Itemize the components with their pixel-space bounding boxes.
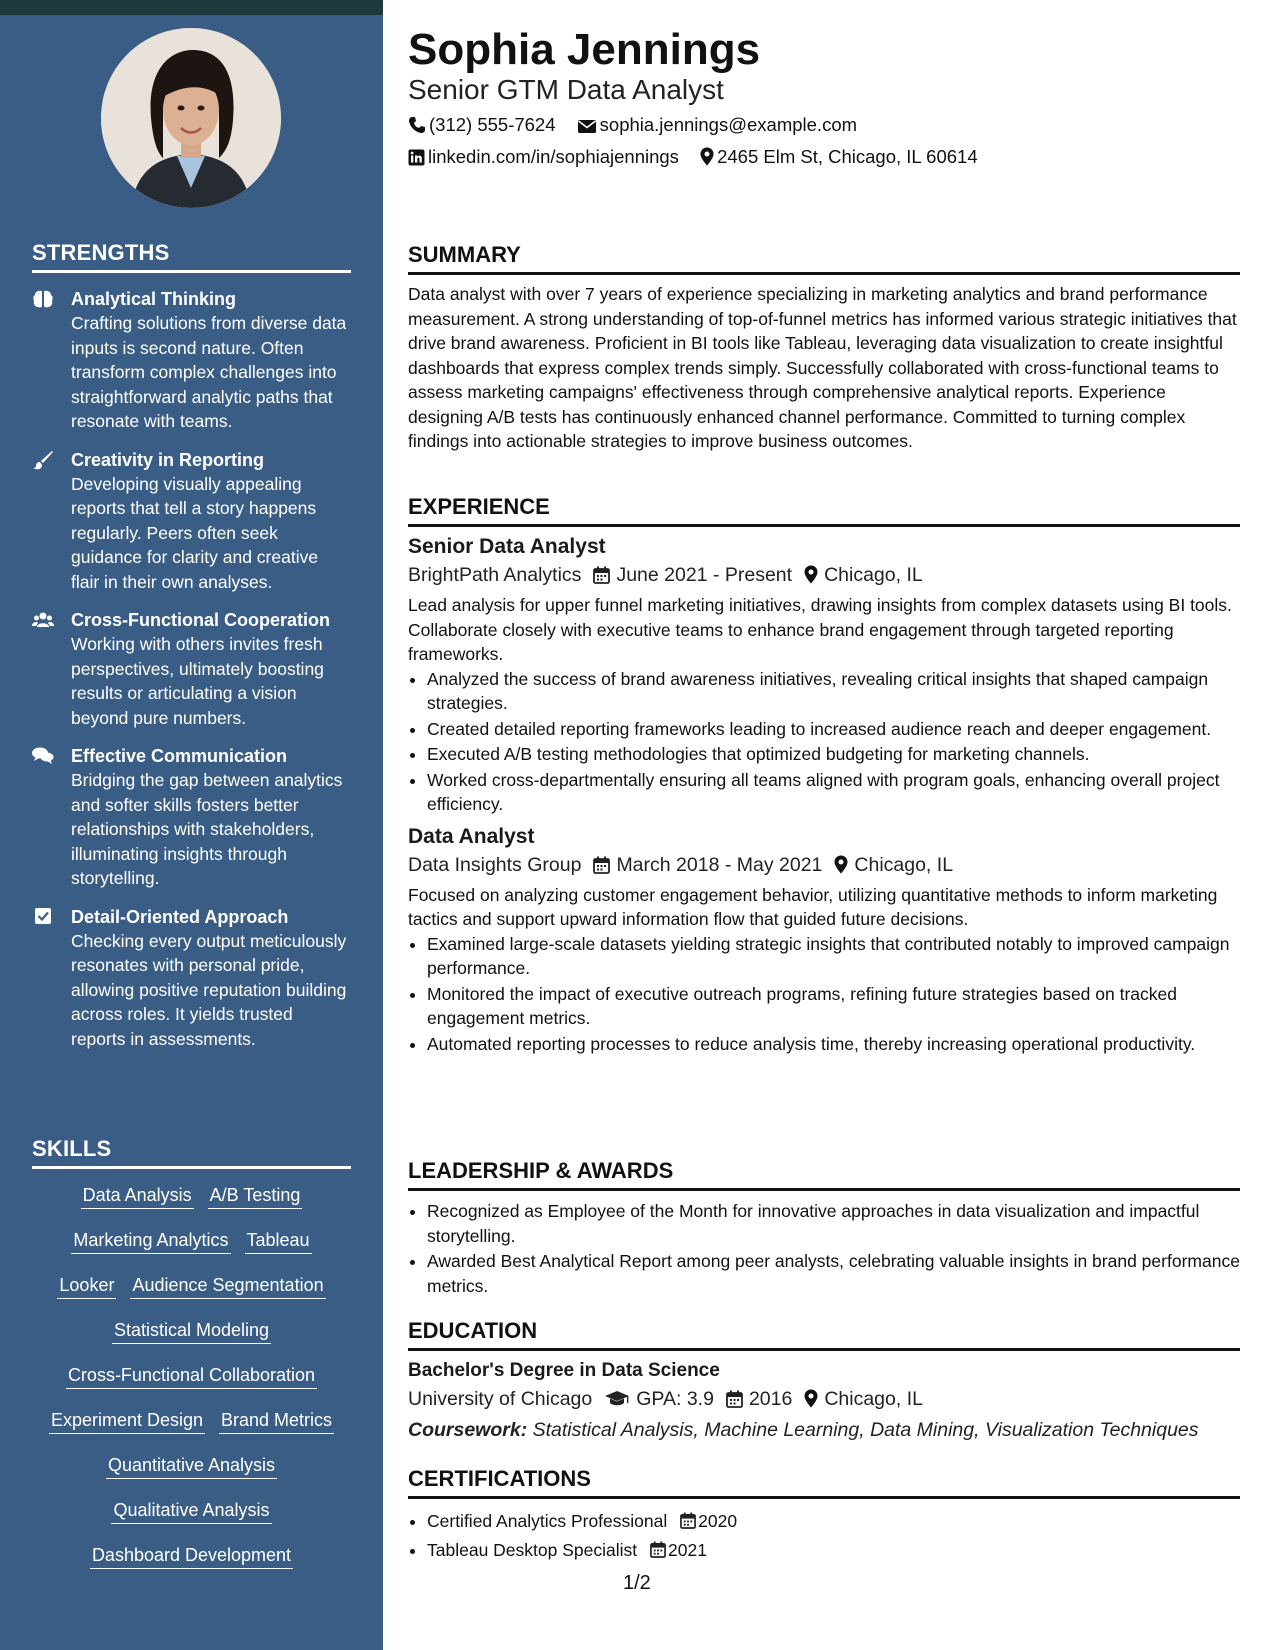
- phone-number[interactable]: (312) 555-7624: [429, 114, 556, 135]
- award-item: • Recognized as Employee of the Month for innovative approaches in data visualization and impactful storytelling.: [427, 1199, 1240, 1248]
- skill-tag: Looker: [57, 1273, 116, 1299]
- sidebar: [0, 0, 383, 1650]
- job-dates: March 2018 - May 2021: [616, 853, 823, 876]
- job-location: Chicago, IL: [824, 564, 923, 586]
- coursework-list: Statistical Analysis, Machine Learning, Data Mining, Visualization Techniques: [532, 1419, 1199, 1441]
- page-number: 1/2: [623, 1572, 651, 1594]
- skill-tag: Experiment Design: [49, 1408, 205, 1434]
- job-meta: [408, 851, 1240, 879]
- strength-title: Creativity in Reporting: [71, 449, 265, 470]
- calendar-icon: [593, 566, 610, 584]
- job-bullets: [408, 932, 1240, 1057]
- education-heading: EDUCATION: [408, 1318, 1240, 1351]
- users-icon: [32, 610, 54, 630]
- skills-section: [32, 1136, 351, 1588]
- map-pin-icon: [834, 855, 848, 874]
- calendar-icon: [593, 856, 610, 874]
- skill-tag: Dashboard Development: [90, 1543, 293, 1569]
- certification-item: [427, 1538, 1240, 1563]
- strength-item: [32, 744, 351, 891]
- skill-tag: Qualitative Analysis: [111, 1498, 271, 1524]
- strength-item: [32, 448, 351, 595]
- strength-desc: Crafting solutions from diverse data inputs is second nature. Often transform complex challenges into straightforward analytic paths that resonate with teams.: [71, 313, 347, 431]
- envelope-icon: [577, 118, 597, 134]
- company-name: BrightPath Analytics: [408, 564, 582, 586]
- checkbox-icon: [32, 907, 54, 927]
- certification-list: [408, 1509, 1240, 1562]
- certifications-section: [408, 1466, 1240, 1563]
- comments-icon: [32, 746, 54, 766]
- strength-desc: Checking every output meticulously resonates with personal pride, allowing positive reputation building across roles. It yields trusted reports in assessments.: [71, 930, 347, 1049]
- company-name: Data Insights Group: [408, 853, 582, 876]
- paintbrush-icon: [32, 450, 54, 470]
- experience-section: [408, 494, 1240, 1057]
- skill-tag: A/B Testing: [208, 1183, 303, 1209]
- award-item: • Awarded Best Analytical Report among peer analysts, celebrating valuable insights in brand performance metrics.: [427, 1249, 1240, 1298]
- calendar-icon: [650, 1541, 666, 1558]
- job-bullet: • Worked cross-departmentally ensuring all teams aligned with program goals, enhancing overall project efficiency.: [427, 768, 1240, 817]
- strength-title: Cross-Functional Cooperation: [71, 610, 331, 630]
- certification-year: 2021: [668, 1539, 707, 1560]
- contact-line-2: [408, 145, 994, 169]
- strengths-heading: STRENGTHS: [32, 240, 351, 273]
- education-location: Chicago, IL: [824, 1388, 923, 1410]
- school-name: University of Chicago: [408, 1388, 593, 1410]
- strength-title: Effective Communication: [71, 746, 288, 766]
- experience-heading: EXPERIENCE: [408, 494, 1240, 527]
- job-bullet: • Created detailed reporting frameworks leading to increased audience reach and deeper engagement.: [427, 717, 1240, 742]
- certifications-heading: CERTIFICATIONS: [408, 1466, 1240, 1499]
- certification-item: [427, 1509, 1240, 1534]
- strength-item: [32, 608, 351, 730]
- strengths-section: [32, 240, 351, 1051]
- strength-desc: Developing visually appealing reports that tell a story happens regularly. Peers often seek guidance for clarity and creative flair in their own analyses.: [71, 473, 319, 592]
- summary-section: [408, 242, 1240, 454]
- strength-desc: Bridging the gap between analytics and softer skills fosters better relationships with stakeholders, illuminating insights through storytelling.: [71, 770, 343, 888]
- linkedin-link[interactable]: linkedin.com/in/sophiajennings: [428, 146, 679, 167]
- job-description: Lead analysis for upper funnel marketing initiatives, drawing insights from complex datasets using BI tools. Collaborate closely with executive teams to enhance brand engagement through targeted reporting frameworks.: [408, 595, 1232, 664]
- job-dates: June 2021 - Present: [616, 564, 793, 586]
- skill-tag: Quantitative Analysis: [106, 1453, 277, 1479]
- address: 2465 Elm St, Chicago, IL 60614: [717, 146, 978, 167]
- linkedin-icon: [408, 149, 425, 166]
- skill-tag: Audience Segmentation: [130, 1273, 325, 1299]
- job-entry: [408, 823, 1240, 1057]
- award-list: [408, 1199, 1240, 1298]
- coursework-label: Coursework:: [408, 1419, 528, 1441]
- job-location: Chicago, IL: [854, 853, 954, 876]
- strength-title: Detail-Oriented Approach: [71, 906, 289, 927]
- map-pin-icon: [804, 1389, 818, 1408]
- job-bullet: • Examined large-scale datasets yielding strategic insights that contributed notably to improved campaign performance.: [427, 932, 1240, 981]
- calendar-icon: [680, 1512, 696, 1529]
- strength-item: [32, 905, 351, 1052]
- job-bullet: • Automated reporting processes to reduce analysis time, thereby increasing operational productivity.: [427, 1032, 1240, 1057]
- job-description: Focused on analyzing customer engagement behavior, utilizing quantitative methods to inform marketing tactics and support upward information flow that guided future decisions.: [408, 884, 1218, 929]
- contact-line-1: [408, 113, 873, 137]
- certification-name: Certified Analytics Professional: [427, 1511, 668, 1531]
- education-meta: [408, 1385, 1240, 1413]
- coursework: [408, 1416, 1240, 1444]
- degree-name: Bachelor's Degree in Data Science: [408, 1360, 720, 1381]
- graduation-year: 2016: [748, 1388, 793, 1410]
- certification-name: Tableau Desktop Specialist: [427, 1539, 638, 1560]
- calendar-icon: [726, 1390, 743, 1408]
- profile-photo: [101, 28, 281, 208]
- skill-tag: Brand Metrics: [219, 1408, 334, 1434]
- strength-item: [32, 287, 351, 434]
- summary-heading: SUMMARY: [408, 242, 1240, 275]
- skill-tag: Statistical Modeling: [112, 1318, 271, 1344]
- job-bullets: [408, 667, 1240, 817]
- phone-icon: [408, 116, 426, 134]
- strength-title: Analytical Thinking: [71, 289, 237, 309]
- gpa: GPA: 3.9: [636, 1388, 714, 1410]
- job-meta: [408, 561, 1240, 589]
- map-pin-icon: [700, 147, 714, 166]
- sidebar-top-band: [0, 0, 383, 15]
- email-link[interactable]: sophia.jennings@example.com: [599, 114, 858, 135]
- education-section: [408, 1318, 1240, 1444]
- summary-text: Data analyst with over 7 years of experience specializing in marketing analytics and brand performance measurement. A strong understanding of top-of-funnel metrics has informed various strategic initiatives that drive brand awareness. Proficient in BI tools like Tableau, leveraging data visualization to create insightful dashboards that express complex trends simply. Successfully collaborated with cross-functional teams to assess marketing campaigns' effectiveness through comprehensive analytical reports. Experience designing A/B tests has continuously enhanced channel performance. Committed to turning complex findings into actionable strategies to improve business outcomes.: [408, 284, 1237, 451]
- skills-list: [32, 1183, 351, 1588]
- candidate-title: Senior GTM Data Analyst: [408, 74, 724, 105]
- leadership-section: [408, 1158, 1240, 1299]
- skills-heading: SKILLS: [32, 1136, 351, 1169]
- job-entry: [408, 533, 1240, 817]
- leadership-heading: LEADERSHIP & AWARDS: [408, 1158, 1240, 1191]
- brain-icon: [32, 289, 54, 309]
- graduation-cap-icon: [604, 1390, 630, 1408]
- skill-tag: Cross-Functional Collaboration: [66, 1363, 317, 1389]
- skill-tag: Tableau: [245, 1228, 312, 1254]
- certification-year: 2020: [698, 1511, 738, 1531]
- job-bullet: • Executed A/B testing methodologies that optimized budgeting for marketing channels.: [427, 742, 1240, 767]
- job-title: Data Analyst: [408, 824, 535, 848]
- candidate-name: Sophia Jennings: [408, 25, 761, 74]
- map-pin-icon: [804, 565, 818, 584]
- job-title: Senior Data Analyst: [408, 535, 606, 558]
- strength-desc: Working with others invites fresh perspectives, ultimately boosting results or articulating a vision beyond pure numbers.: [71, 634, 324, 728]
- job-bullet: • Monitored the impact of executive outreach programs, refining future strategies based on tracked engagement metrics.: [427, 982, 1240, 1031]
- skill-tag: Marketing Analytics: [71, 1228, 230, 1254]
- skill-tag: Data Analysis: [81, 1183, 194, 1209]
- job-bullet: • Analyzed the success of brand awareness initiatives, revealing critical insights that shaped campaign strategies.: [427, 667, 1240, 716]
